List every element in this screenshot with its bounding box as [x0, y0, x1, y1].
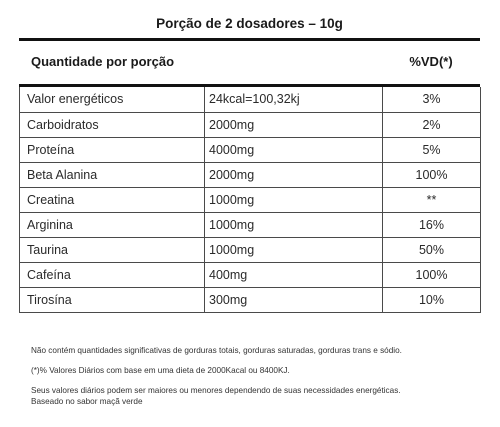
table-row — [20, 162, 481, 187]
nutrient-name: Tirosína — [20, 287, 205, 312]
table-row — [20, 87, 481, 112]
nutrient-daily-value: 16% — [383, 212, 481, 237]
nutrient-daily-value: 2% — [383, 112, 481, 137]
nutrient-daily-value: 5% — [383, 137, 481, 162]
table-row — [20, 212, 481, 237]
nutrient-daily-value: 50% — [383, 237, 481, 262]
nutrient-daily-value: 3% — [383, 87, 481, 112]
table-row — [20, 287, 481, 312]
nutrient-daily-value: 100% — [383, 262, 481, 287]
footnote-individual-needs: Seus valores diários podem ser maiores ou menores dependendo de suas necessidades energéticas. — [31, 386, 401, 395]
table-header — [19, 41, 480, 87]
serving-size-title: Porção de 2 dosadores – 10g — [19, 11, 480, 41]
nutrient-amount: 2000mg — [205, 112, 383, 137]
table-row — [20, 237, 481, 262]
nutrition-table — [19, 87, 481, 313]
nutrient-name: Beta Alanina — [20, 162, 205, 187]
nutrient-amount: 1000mg — [205, 187, 383, 212]
nutrient-amount: 1000mg — [205, 237, 383, 262]
footnote-daily-values-basis: (*)% Valores Diários com base em uma dieta de 2000Kacal ou 8400KJ. — [31, 366, 290, 375]
nutrient-name: Carboidratos — [20, 112, 205, 137]
nutrient-name: Cafeína — [20, 262, 205, 287]
quantity-per-serving-label: Quantidade por porção — [31, 54, 175, 69]
nutrient-name: Proteína — [20, 137, 205, 162]
nutrient-amount: 400mg — [205, 262, 383, 287]
nutrient-name: Arginina — [20, 212, 205, 237]
nutrient-amount: 2000mg — [205, 162, 383, 187]
nutrient-daily-value: ** — [383, 187, 481, 212]
nutrient-daily-value: 100% — [383, 162, 481, 187]
nutrient-amount: 1000mg — [205, 212, 383, 237]
nutrient-daily-value: 10% — [383, 287, 481, 312]
footnotes — [31, 345, 481, 407]
nutrient-name: Valor energéticos — [20, 87, 205, 112]
nutrient-name: Taurina — [20, 237, 205, 262]
nutrient-name: Creatina — [20, 187, 205, 212]
nutrient-amount: 300mg — [205, 287, 383, 312]
footnote-no-significant-fats: Não contém quantidades significativas de gorduras totais, gorduras saturadas, gorduras trans e sódio. — [31, 346, 402, 355]
table-row — [20, 187, 481, 212]
nutrient-amount: 24kcal=100,32kj — [205, 87, 383, 112]
table-row — [20, 137, 481, 162]
daily-value-label: %VD(*) — [409, 54, 453, 69]
nutrition-facts-panel — [19, 11, 480, 313]
table-row — [20, 112, 481, 137]
table-row — [20, 262, 481, 287]
footnote-flavor: Baseado no sabor maçã verde — [31, 397, 143, 406]
nutrient-amount: 4000mg — [205, 137, 383, 162]
